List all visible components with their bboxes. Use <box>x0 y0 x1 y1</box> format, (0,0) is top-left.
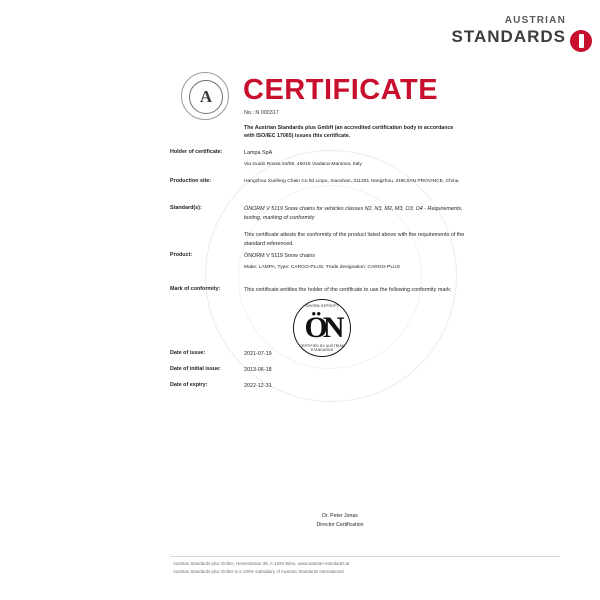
signature-block <box>240 512 440 530</box>
field-label: Product: <box>170 252 193 258</box>
certificate-number: No.: N 000317 <box>244 110 279 116</box>
watermark-circle-outer <box>205 150 457 402</box>
austrian-standards-mark-icon <box>570 30 592 52</box>
seal-letter: A <box>189 80 223 114</box>
holder-name: Lampa SpA <box>244 150 273 156</box>
conformity-mark-bottom-text: CERTIFIED BY AUSTRIAN STANDARDS <box>299 344 345 352</box>
signature-role: Director Certification <box>316 521 364 528</box>
field-value: 2013-06-18 <box>244 367 272 373</box>
logo-line-austrian: AUSTRIAN <box>504 15 566 26</box>
product-name: ÖNORM V 5119 Snow chains <box>244 253 315 259</box>
footer-line-1: Austrian Standards plus GmbH, Heinestrasse 38, A-1020 Wien, www.austrian-standards.at <box>173 561 350 566</box>
field-value: 2022-12-31 <box>244 383 272 389</box>
field-label: Mark of conformity: <box>170 286 221 292</box>
conformity-mark-glyph: ÖN <box>304 311 340 344</box>
field-value <box>244 149 474 168</box>
field-label: Date of initial issue: <box>170 366 221 372</box>
conformity-mark-top-text: ÖNORM GEPRÜFT <box>305 304 339 308</box>
field-value <box>244 205 474 249</box>
conformity-mark-icon <box>293 299 351 357</box>
logo-line-standards: STANDARDS <box>451 27 566 46</box>
signature-name: Dr. Peter Jonas <box>322 513 358 519</box>
footer <box>173 560 573 576</box>
field-value: 2021-07-19 <box>244 351 272 357</box>
field-value <box>244 252 474 271</box>
holder-address: Via Guido Rossa 53/55, 46019 Viadana-Mantova, Italy <box>244 161 362 167</box>
field-label: Date of expiry: <box>170 382 208 388</box>
page-title: CERTIFICATE <box>243 74 439 106</box>
certificate-intro: The Austrian Standards plus GmbH (an accredited certification body in accordance with ISO/IEC 17065) issues this certificate. <box>244 125 454 140</box>
product-details: Make: LAMPA, Type: CARGO-PLUS, Trade designation: CARGO-PLUS <box>244 264 400 270</box>
field-value <box>244 178 474 186</box>
footer-line-2: Austrian Standards plus GmbH is a 100% subsidiary of Austrian Standards International <box>173 568 344 574</box>
austrian-standards-logo <box>452 16 566 45</box>
field-label: Standard(s): <box>170 205 202 211</box>
field-label: Holder of certificate: <box>170 149 223 155</box>
standards-attestation: This certificate attests the conformity of the product listed above with the requirements of the standard referenced. <box>244 232 465 247</box>
production-site-address: Hangzhou Xuefeng Chain Co ltd Linpu, Xiaoshan, 311251 Hangzhou, ZHEJIAN PROVINCE, China <box>244 179 459 184</box>
field-value: This certificate entitles the holder of the certificate to use the following conformity mark: <box>244 287 452 293</box>
field-label: Date of issue: <box>170 350 206 356</box>
footer-divider <box>170 556 560 557</box>
standards-text: ÖNORM V 5119 Snow chains for vehicles classes N2, N3, M2, M3, O3, O4 - Requirements, testing, marking of conformity <box>244 206 463 221</box>
field-label: Production site: <box>170 178 212 184</box>
accreditation-seal-icon <box>181 72 229 120</box>
